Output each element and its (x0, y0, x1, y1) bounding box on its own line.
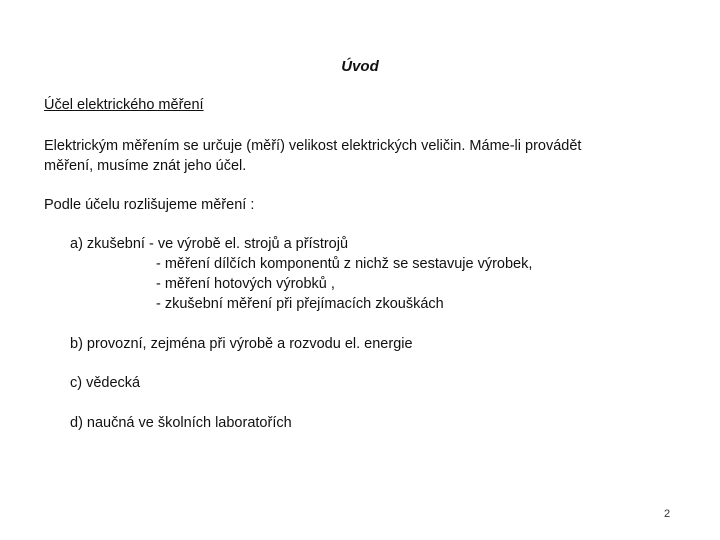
intro-line-2: měření, musíme znát jeho účel. (44, 158, 247, 174)
sublist-item-1: - měření dílčích komponentů z nichž se sestavuje výrobek, (156, 256, 533, 272)
list-item-d: d) naučná ve školních laboratořích (70, 415, 292, 431)
sublist-item-2: - měření hotových výrobků , (156, 276, 335, 292)
sublist-item-3: - zkušební měření při přejímacích zkouškách (156, 296, 444, 312)
list-item-a: a) zkušební - ve výrobě el. strojů a přístrojů (70, 236, 349, 252)
section-heading: Účel elektrického měření (44, 97, 204, 113)
list-item-b: b) provozní, zejména při výrobě a rozvodu el. energie (70, 336, 413, 352)
purpose-lead: Podle účelu rozlišujeme měření : (44, 197, 255, 213)
intro-line-1: Elektrickým měřením se určuje (měří) velikost elektrických veličin. Máme-li provádět (44, 138, 582, 154)
page-number: 2 (664, 508, 671, 520)
slide-title: Úvod (341, 58, 379, 75)
list-item-c: c) vědecká (70, 375, 141, 391)
